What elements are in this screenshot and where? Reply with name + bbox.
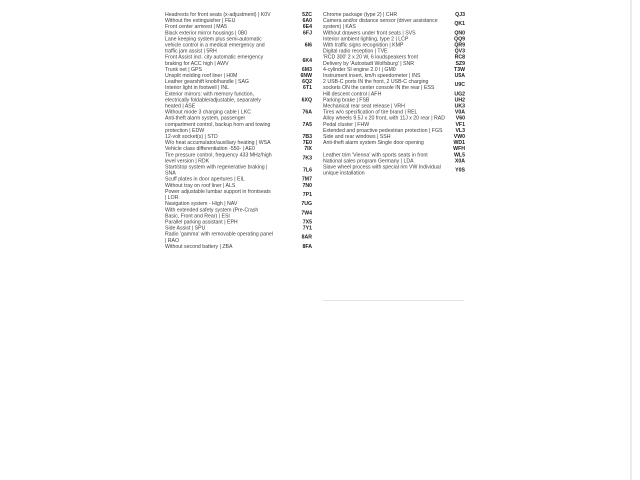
option-row [165, 36, 312, 54]
option-description: Unsplit molding roof liner | H0M [165, 73, 238, 79]
option-code: VW0 [453, 134, 465, 140]
option-row [165, 116, 312, 134]
option-code: 7L6 [303, 167, 312, 174]
option-code: QJ3 [455, 12, 465, 18]
option-row [165, 55, 312, 67]
option-code: QK1 [454, 21, 465, 27]
option-row [323, 140, 465, 146]
option-description: Delivery by 'Autostadt Wolfsburg' | SNR [323, 60, 415, 67]
option-description: Black exterior mirror housings | 0B0 [165, 30, 248, 36]
option-code: VF1 [455, 121, 465, 128]
option-description: Tire pressure control, frequency 433 MHz/high level version | RDK [165, 152, 272, 164]
option-description: Lane keeping system plus semi-automatic vehicle control in a medical emergency and traffic jam assist | 5RH [165, 36, 265, 55]
option-code: V60 [455, 115, 465, 122]
option-code: UK3 [454, 103, 465, 110]
option-row [165, 232, 312, 244]
option-description: Slave wheel process with special rim VW Individual unique installation [323, 164, 441, 177]
option-description: Exterior mirrors: with memory function, electrically foldable/adjustable, separately heated | ASE [165, 91, 261, 110]
option-code: RC8 [454, 54, 465, 61]
option-description: Hill descent control | AFH [323, 91, 382, 97]
option-description: Anti-theft alarm system Single door opening [323, 140, 424, 146]
option-code: 8AR [301, 234, 312, 241]
option-row [165, 207, 312, 219]
option-code: X0A [454, 158, 465, 164]
option-code: QQ9 [454, 36, 465, 42]
option-row [323, 18, 465, 30]
option-description: Extended and proactive pedestrian protection | FGS [323, 127, 443, 134]
option-description: 'RCD 300' 2 x 20 W, 6 loudspeakers front [323, 54, 418, 61]
option-code: 7P1 [302, 191, 312, 198]
option-description: With extended safety system (Pre-Crash Basic, Front and Rear) | ESI [165, 207, 259, 219]
option-description: Headrests for front seats (x-adjustment) | K0V [165, 12, 271, 18]
option-row [165, 189, 312, 201]
option-description: Side Assist | SPU [165, 225, 206, 232]
option-description: Mechanical rear seat release | VRH [323, 103, 405, 110]
option-code: 7X5 [302, 219, 312, 225]
option-code: 6NW [300, 73, 312, 79]
option-description: With traffic signs recognition | KMP [323, 42, 404, 49]
option-description: Without second battery | ZBA [165, 243, 233, 250]
option-description: Without tray on roof liner | ALS [165, 182, 236, 189]
option-code: 6T1 [303, 85, 312, 91]
page-right-border [630, 0, 632, 480]
option-code: 7W4 [301, 210, 312, 216]
option-code: 7IX [304, 146, 312, 152]
option-code: 6I6 [304, 42, 312, 49]
option-code: WD1 [453, 140, 465, 146]
option-description: Chrome package (type 2) | CHR [323, 12, 398, 18]
option-code: 6M3 [301, 66, 312, 73]
option-code: 7A5 [302, 121, 312, 128]
option-code: 6XQ [301, 97, 312, 103]
option-row [165, 152, 312, 164]
option-description: Camera and/or distance sensor (driver assistance system) | KAS [323, 18, 438, 30]
option-description: Side and rear windows | SSH [323, 134, 391, 140]
option-code: 8FA [302, 243, 312, 250]
option-code: UH2 [454, 97, 465, 103]
option-description: Without drawers under front seats | SVS [323, 30, 416, 36]
options-column-right [323, 12, 465, 177]
option-description: Anti-theft alarm system, passenger compartment control, backup horn and towing protection | EDW [165, 115, 271, 134]
option-description: Front center armrest | MA5 [165, 24, 227, 30]
option-description: Trunk net | GPS [165, 66, 202, 73]
options-column-left [165, 12, 312, 250]
option-description: Leather gearshift knob/handle | SAG [165, 79, 249, 85]
option-code: Y0S [455, 167, 465, 174]
option-description: Interior ambient lighting, type 2 | LCP [323, 36, 409, 42]
option-description: Parking brake | FSB [323, 97, 370, 103]
option-description: Interior light in footwell | INL [165, 85, 230, 91]
option-description: Instrument insert, km/h speedometer | INS [323, 73, 421, 79]
option-description: 2 USB-C ports IN the front, 2 USB-C charging sockets ON the center console IN the rear | ESS [323, 79, 435, 91]
option-code: 7B3 [302, 134, 312, 140]
option-description: Leather trim 'Vienna' with sports seats in front [323, 152, 428, 158]
option-row [165, 91, 312, 109]
option-code: T3W [454, 66, 465, 73]
option-description: W/o heat accumulator/auxiliary heating | WSA [165, 140, 271, 146]
option-description: Navigation system - High | NAV [165, 201, 238, 207]
option-code: U9C [454, 82, 465, 88]
option-code: QV3 [454, 48, 465, 55]
option-code: 76A [302, 109, 312, 116]
option-code: 6FJ [303, 30, 312, 36]
option-description: Radio 'gamma' with removable operating panel | RAO [165, 231, 273, 244]
option-description: Without fire extinguisher | FEU [165, 18, 236, 24]
option-code: 7Y1 [302, 225, 312, 232]
option-code: QN0 [454, 30, 465, 36]
option-description: 12-volt socket(s) | STD [165, 134, 218, 140]
option-code: VL3 [455, 127, 465, 134]
option-code: 6K4 [302, 57, 312, 64]
option-description: National sales program Germany | LDA [323, 158, 414, 164]
option-code: 6E4 [302, 24, 312, 30]
option-row [323, 165, 465, 177]
option-description: Front Assist incl. city automatic emergency braking for ACC high | AWV [165, 54, 264, 67]
option-description: Pedal cluster | FHW [323, 121, 370, 128]
option-code: WL5 [454, 152, 465, 158]
option-description: Digital radio reception | TVE [323, 48, 388, 55]
option-description: Start/stop system with regenerative braking | SNA [165, 164, 268, 177]
option-description: Parallel parking assistant | EPH [165, 219, 238, 225]
option-description: Scuff plates in door apertures | EIL [165, 176, 245, 183]
option-code: UG2 [454, 91, 465, 97]
option-row [165, 165, 312, 177]
option-code: 7E0 [302, 140, 312, 146]
option-code: V0A [454, 109, 465, 116]
option-row [165, 244, 312, 250]
option-description: Power adjustable lumbar support in frontseats | LOR [165, 188, 271, 201]
option-row [323, 79, 465, 91]
option-code: 6A0 [302, 18, 312, 24]
option-description: 4-cylinder SI engine 2.0 l | GM0 [323, 66, 396, 73]
option-code: 7UG [301, 201, 312, 207]
option-description: Tires w/o specification of tire brand | REL [323, 109, 418, 116]
section-divider [323, 300, 464, 301]
option-description: Vehicle class differentiation -550- | AE0 [165, 146, 255, 152]
option-description: Without mode 3 charging cable | LKC [165, 109, 251, 116]
option-code: 5ZC [302, 12, 312, 18]
option-code: 7K3 [302, 155, 312, 161]
option-code: SZ9 [455, 60, 465, 67]
option-code: 6Q2 [302, 79, 312, 85]
option-code: QR9 [454, 42, 465, 49]
option-code: 7M7 [301, 176, 312, 183]
option-description: Alloy wheels 9.5J x 20 front, with 11J x 20 rear | RAD [323, 115, 445, 122]
option-code: WFH [453, 146, 465, 152]
option-code: 7N0 [302, 182, 312, 189]
option-code: U5A [454, 73, 465, 79]
